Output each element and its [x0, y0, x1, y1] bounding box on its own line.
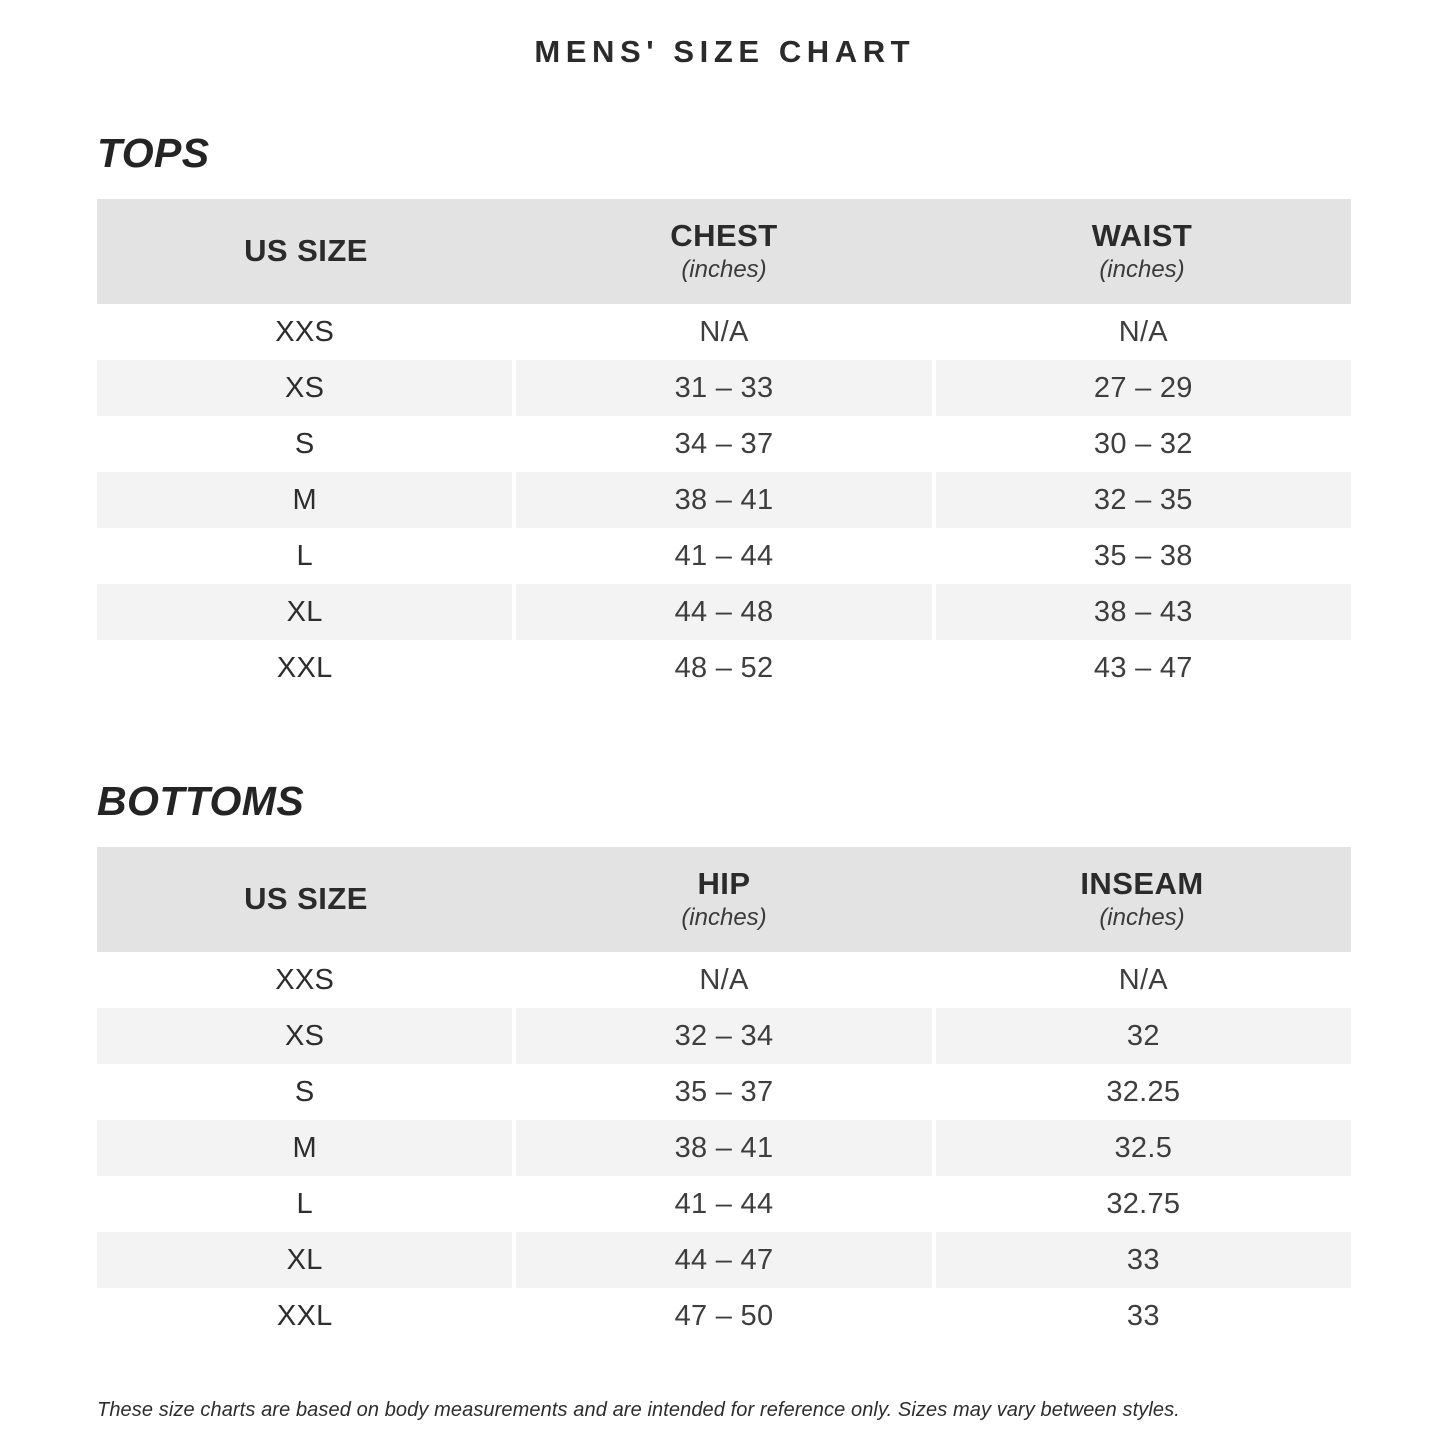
column-title: HIP [697, 866, 751, 902]
column-unit: (inches) [681, 256, 767, 284]
table-row [97, 1064, 1351, 1120]
size-cell: M [97, 472, 512, 528]
column-title: US SIZE [244, 233, 368, 269]
table-row [97, 360, 1351, 416]
size-cell: L [296, 539, 313, 572]
table-row [97, 1176, 1351, 1232]
column-title: INSEAM [1080, 866, 1204, 902]
waist-cell: 38 – 43 [936, 584, 1351, 640]
hip-cell: 32 – 34 [516, 1008, 931, 1064]
waist-cell: 30 – 32 [1093, 427, 1193, 460]
header-cell-us-size [244, 234, 368, 268]
table-row [97, 1232, 1351, 1288]
table-row [97, 304, 1351, 360]
header-cell-waist [1092, 219, 1193, 284]
chest-cell: 34 – 37 [674, 427, 774, 460]
hip-cell: N/A [699, 963, 749, 996]
column-unit: (inches) [681, 904, 767, 932]
column-title: WAIST [1091, 218, 1193, 254]
header-cell-hip [681, 867, 766, 932]
size-cell: S [294, 427, 315, 460]
column-title: CHEST [670, 218, 778, 254]
size-cell: XL [97, 1232, 512, 1288]
column-unit: (inches) [1099, 256, 1185, 284]
size-cell: XXL [276, 1299, 333, 1332]
inseam-cell: 32.5 [936, 1120, 1351, 1176]
waist-cell: 35 – 38 [1093, 539, 1193, 572]
hip-cell: 35 – 37 [674, 1075, 774, 1108]
table-row [97, 1288, 1351, 1344]
inseam-cell: 32.75 [1106, 1187, 1181, 1220]
inseam-cell: 32 [936, 1008, 1351, 1064]
footnote: These size charts are based on body measurements and are intended for reference only. Sizes may vary between styles. [97, 1399, 1180, 1421]
tops-section-label: TOPS [97, 130, 210, 176]
bottoms-section-label: BOTTOMS [97, 778, 305, 824]
table-row [97, 472, 1351, 528]
hip-cell: 44 – 47 [516, 1232, 931, 1288]
size-cell: M [97, 1120, 512, 1176]
inseam-cell: 33 [1126, 1299, 1160, 1332]
column-title: US SIZE [244, 881, 368, 917]
hip-cell: 47 – 50 [674, 1299, 774, 1332]
size-cell: XS [97, 360, 512, 416]
waist-cell: N/A [1118, 315, 1168, 348]
table-row [97, 952, 1351, 1008]
waist-cell: 32 – 35 [936, 472, 1351, 528]
bottoms-table-header-row [97, 847, 1351, 952]
size-cell: XS [97, 1008, 512, 1064]
inseam-cell: 32.25 [1106, 1075, 1181, 1108]
header-cell-us-size [244, 882, 368, 916]
header-cell-chest [670, 219, 777, 284]
bottoms-table [97, 847, 1351, 1344]
table-row [97, 528, 1351, 584]
table-row [97, 1120, 1351, 1176]
size-cell: S [294, 1075, 315, 1108]
tops-table [97, 199, 1351, 696]
column-unit: (inches) [1099, 904, 1185, 932]
chest-cell: N/A [699, 315, 749, 348]
size-cell: XXS [275, 315, 335, 348]
header-cell-inseam [1080, 867, 1203, 932]
chest-cell: 38 – 41 [516, 472, 931, 528]
hip-cell: 41 – 44 [674, 1187, 774, 1220]
size-cell: XXS [275, 963, 335, 996]
tops-table-body [97, 304, 1351, 696]
table-row [97, 584, 1351, 640]
tops-table-header-row [97, 199, 1351, 304]
bottoms-table-body [97, 952, 1351, 1344]
size-cell: XXL [276, 651, 333, 684]
table-row [97, 416, 1351, 472]
table-row [97, 640, 1351, 696]
inseam-cell: 33 [936, 1232, 1351, 1288]
chest-cell: 44 – 48 [516, 584, 931, 640]
waist-cell: 27 – 29 [936, 360, 1351, 416]
chest-cell: 31 – 33 [516, 360, 931, 416]
chest-cell: 41 – 44 [674, 539, 774, 572]
chest-cell: 48 – 52 [674, 651, 774, 684]
page-title: MENS' SIZE CHART [534, 34, 916, 69]
bottoms-section [97, 778, 1351, 1344]
tops-section [97, 130, 1351, 696]
waist-cell: 43 – 47 [1093, 651, 1193, 684]
size-cell: L [296, 1187, 313, 1220]
hip-cell: 38 – 41 [516, 1120, 931, 1176]
table-row [97, 1008, 1351, 1064]
inseam-cell: N/A [1118, 963, 1168, 996]
size-cell: XL [97, 584, 512, 640]
